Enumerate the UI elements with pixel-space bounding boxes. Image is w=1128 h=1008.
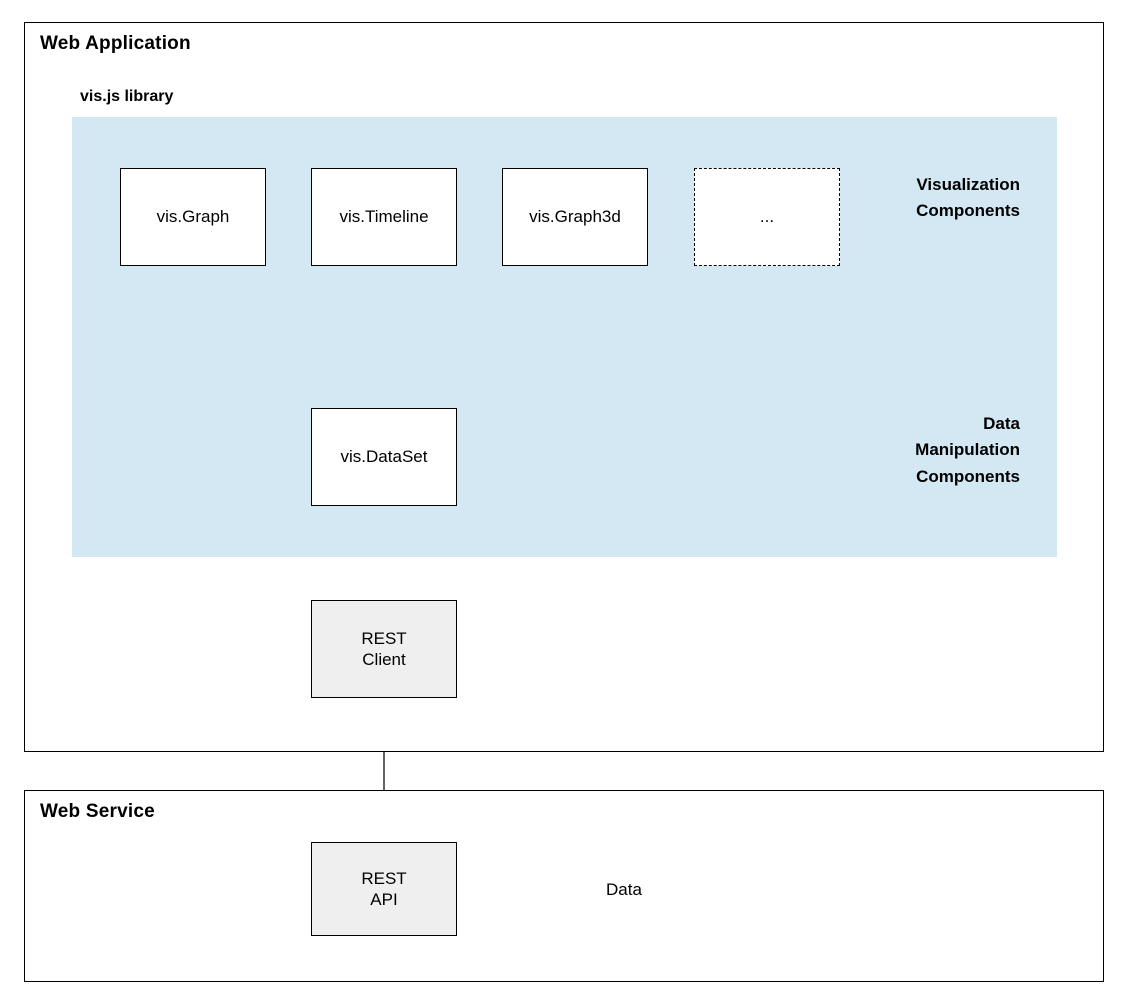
visualization-components-label: Visualization Components xyxy=(916,175,1020,221)
node-rest-api[interactable]: REST API xyxy=(311,842,457,936)
web-service-title: Web Service xyxy=(40,801,155,822)
node-vis-graph3d[interactable]: vis.Graph3d xyxy=(502,168,648,266)
web-application-title: Web Application xyxy=(40,33,191,54)
node-vis-graph[interactable]: vis.Graph xyxy=(120,168,266,266)
node-vis-dataset[interactable]: vis.DataSet xyxy=(311,408,457,506)
node-more-components[interactable]: ... xyxy=(694,168,840,266)
data-manipulation-components-label: Data Manipulation Components xyxy=(915,414,1020,486)
visjs-library-title: vis.js library xyxy=(80,88,174,105)
database-label: Data xyxy=(606,880,642,899)
node-vis-timeline[interactable]: vis.Timeline xyxy=(311,168,457,266)
node-rest-client[interactable]: REST Client xyxy=(311,600,457,698)
